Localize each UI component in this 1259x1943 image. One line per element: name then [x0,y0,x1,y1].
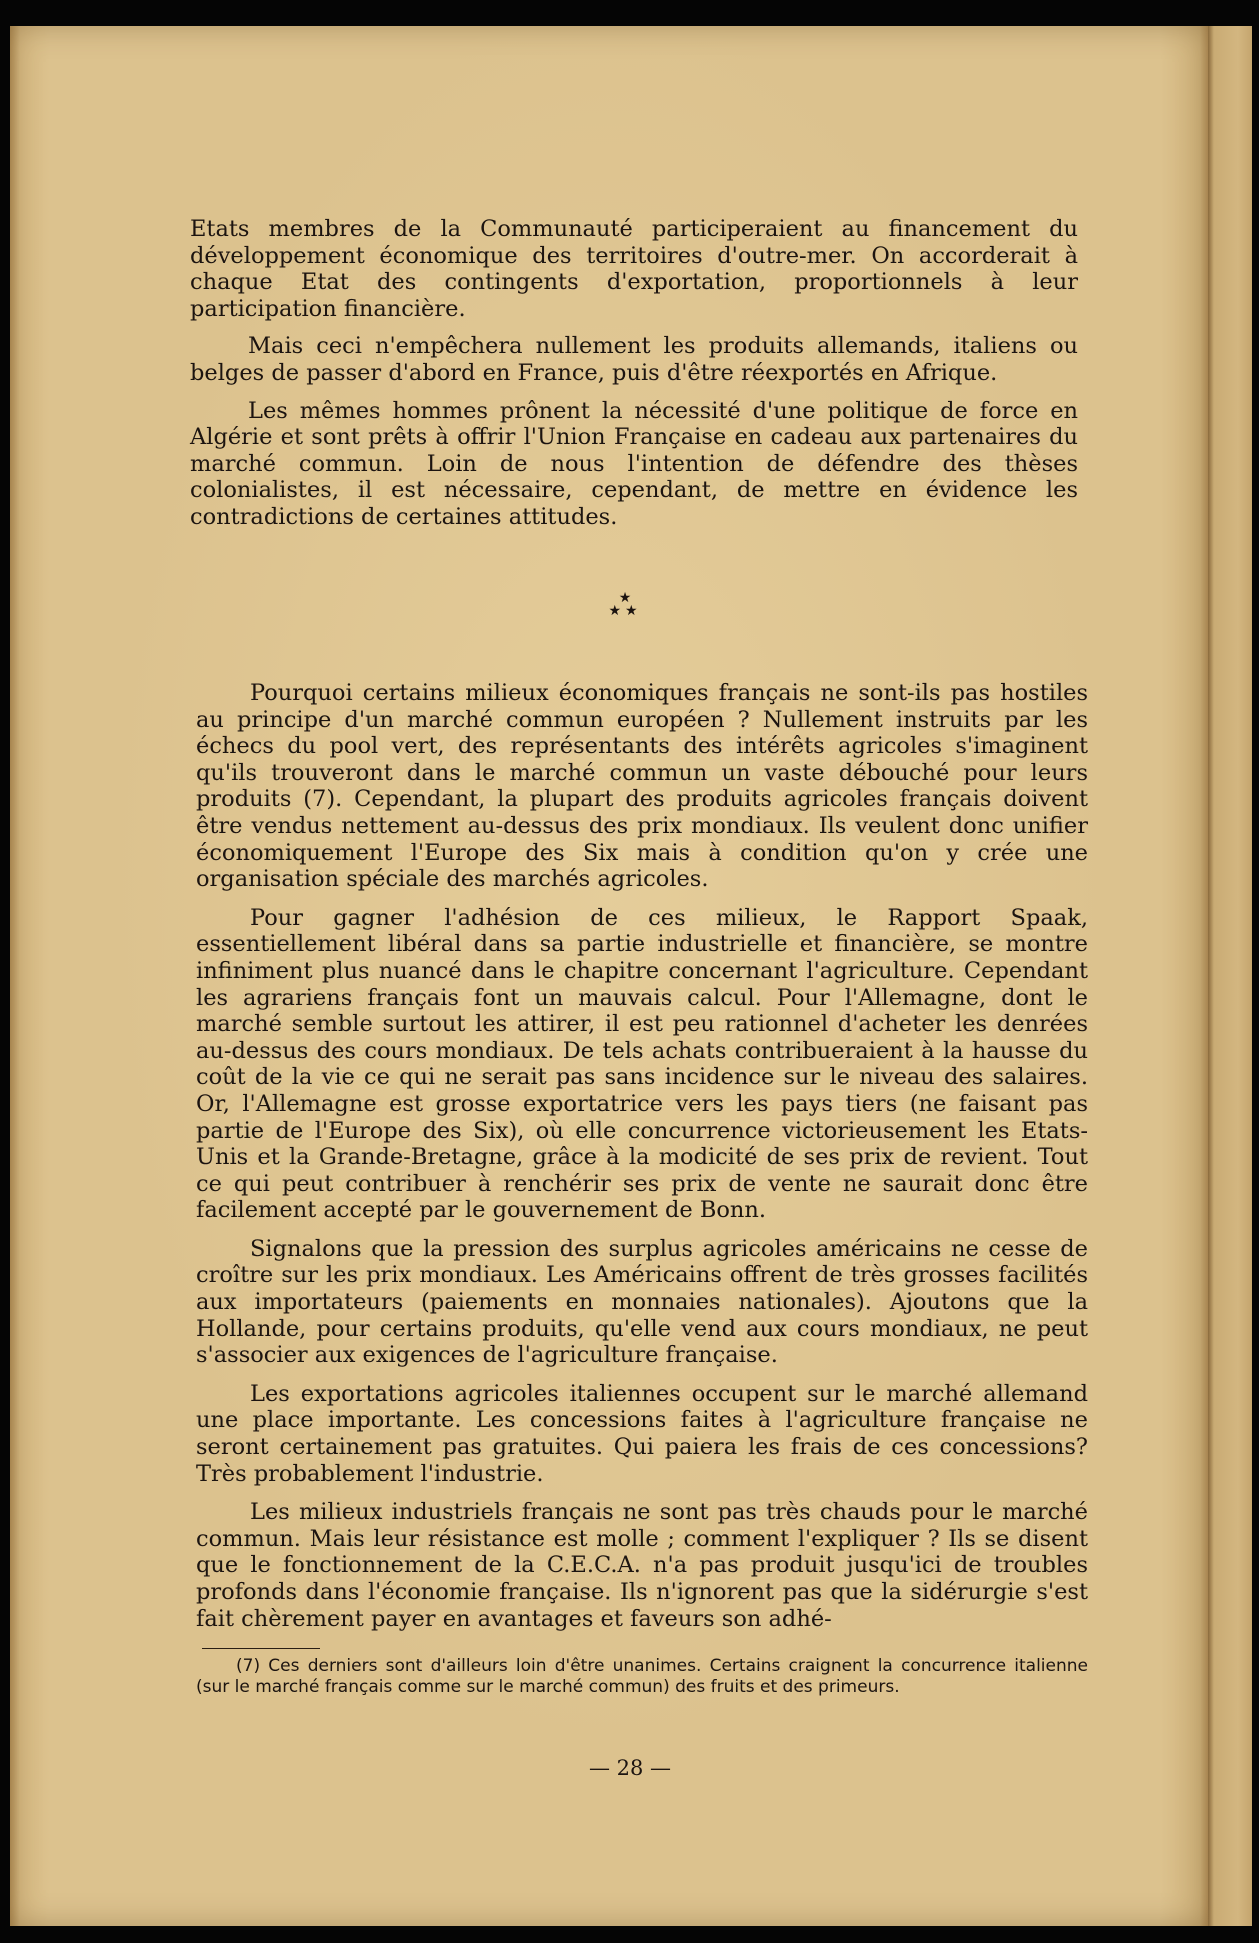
section-separator [600,592,650,618]
page-number: — 28 — [588,1756,672,1780]
paragraph: Les milieux industriels français ne sont pas très chauds pour le marché commun. Mais leur résistance est molle ; comment l'expliquer ? Ils se disent que le fonctionnement de la C.E.C.A. n'a pas produit jusqu'ici de troubles profonds dans l'économie française. Ils n'ignorent pas que la sidérurgie s'est fait chèrement payer en avantages et faveurs son adhé- [196,1499,1088,1632]
paragraph: Pour gagner l'adhésion de ces milieux, le Rapport Spaak, essentiellement libéral dans sa partie industrielle et financière, se montre infiniment plus nuancé dans le chapitre concernant l'agriculture. Cependant les agrariens français font un mauvais calcul. Pour l'Allemagne, dont le marché semble surtout les attirer, il est peu rationnel d'acheter les denrées au-dessus des cours mondiaux. De tels achats contribueraient à la hausse du coût de la vie ce qui ne serait pas sans incidence sur le niveau des salaires. Or, l'Allemagne est grosse exportatrice vers les pays tiers (ne faisant pas partie de l'Europe des Six), où elle concurrence victorieusement les Etats-Unis et la Grande-Bretagne, grâce à la modicité de ses prix de revient. Tout ce qui peut contribuer à renchérir ses prix de vente ne saurait donc être facilement accepté par le gouvernement de Bonn. [196,904,1088,1224]
separator-star-bottom: ★★ [608,603,642,619]
paragraph: Mais ceci n'empêchera nullement les produits allemands, italiens ou belges de passer d'abord en France, puis d'être réexportés en Afrique. [190,333,1078,386]
paragraph: Les exportations agricoles italiennes occupent sur le marché allemand une place importante. Les concessions faites à l'agriculture française ne seront certainement pas gratuites. Qui paiera les frais de ces concessions? Très probablement l'industrie. [196,1380,1088,1487]
footnote-divider [202,1648,320,1649]
separator-star-top: ★ [618,590,632,606]
paragraph: Les mêmes hommes prônent la nécessité d'une politique de force en Algérie et sont prêts à offrir l'Union Française en cadeau aux partenaires du marché commun. Loin de nous l'intention de défendre des thèses colonialistes, il est nécessaire, cependant, de mettre en évidence les contradictions de certaines attitudes. [190,397,1078,530]
footnote-text: (7) Ces derniers sont d'ailleurs loin d'être unanimes. Certains craignent la concurrence italienne (sur le marché français comme sur le marché commun) des fruits et des primeurs. [196,1656,1088,1697]
paragraph: Pourquoi certains milieux économiques français ne sont-ils pas hostiles au principe d'un marché commun européen ? Nullement instruits par les échecs du pool vert, des représentants des intérêts agricoles s'imaginent qu'ils trouveront dans le marché commun un vaste débouché pour leurs produits (7). Cependant, la plupart des produits agricoles français doivent être vendus nettement au-dessus des prix mondiaux. Ils veulent donc unifier économiquement l'Europe des Six mais à condition qu'on y crée une organisation spéciale des marchés agricoles. [196,680,1088,893]
paragraph: Signalons que la pression des surplus agricoles américains ne cesse de croître sur les prix mondiaux. Les Américains offrent de très grosses facilités aux importateurs (paiements en monnaies nationales). Ajoutons que la Hollande, pour certains produits, qu'elle vend aux cours mondiaux, ne peut s'associer aux exigences de l'agriculture française. [196,1235,1088,1369]
footnote [196,1656,1088,1698]
section-1 [190,216,1078,531]
paragraph: Etats membres de la Communauté participeraient au financement du développement économique des territoires d'outre-mer. On accorderait à chaque Etat des contingents d'exportation, proportionnels à leur participation financière. [190,216,1078,322]
section-2 [196,680,1088,1632]
next-page-edge [1208,26,1252,1926]
